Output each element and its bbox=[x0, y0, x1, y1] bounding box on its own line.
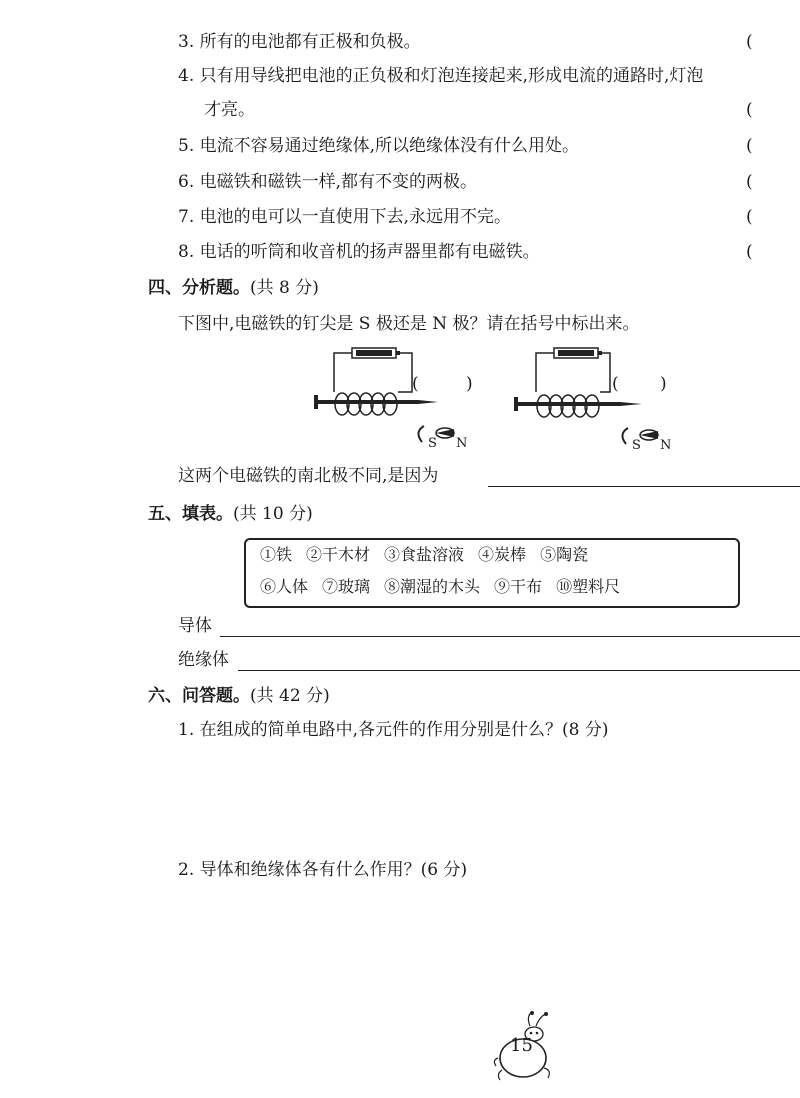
battery-2 bbox=[554, 348, 602, 358]
section4-points: (共 8 分) bbox=[250, 278, 319, 298]
answer-paren-5[interactable]: ( bbox=[746, 136, 753, 156]
tf-item-6: 6. 电磁铁和磁铁一样,都有不变的两极。 bbox=[178, 172, 478, 192]
section5-points: (共 10 分) bbox=[233, 504, 313, 524]
nail-1 bbox=[314, 395, 438, 409]
insulator-answer-line[interactable] bbox=[238, 670, 800, 671]
wire-left-1 bbox=[334, 353, 352, 392]
battery-1 bbox=[352, 348, 400, 358]
compass1-n-label: N bbox=[456, 436, 468, 451]
compass-needle-curve-1 bbox=[418, 426, 424, 442]
answer-paren-6[interactable]: ( bbox=[746, 172, 753, 192]
reason-answer-line[interactable] bbox=[488, 486, 800, 487]
answer-paren-7[interactable]: ( bbox=[746, 207, 753, 227]
materials-box bbox=[244, 538, 740, 608]
tf-item-4-continued: 才亮。 bbox=[204, 100, 255, 120]
answer-paren-8[interactable]: ( bbox=[746, 242, 753, 262]
section5-title: 五、填表。 bbox=[148, 504, 233, 524]
answer-paren-4[interactable]: ( bbox=[746, 100, 753, 120]
material-item: ⑤陶瓷 bbox=[540, 545, 589, 564]
tf-item-3: 3. 所有的电池都有正极和负极。 bbox=[178, 32, 421, 52]
diagram2-paren-open[interactable]: ( bbox=[612, 374, 619, 394]
section4-heading bbox=[148, 276, 319, 300]
compass1-s-label: S bbox=[428, 436, 437, 451]
section6-title: 六、问答题。 bbox=[148, 686, 250, 706]
nail-2 bbox=[514, 397, 642, 411]
tf-item-7: 7. 电池的电可以一直使用下去,永远用不完。 bbox=[178, 207, 512, 227]
material-item: ⑩塑料尺 bbox=[556, 577, 621, 596]
materials-row-1 bbox=[260, 544, 602, 566]
materials-row-2 bbox=[260, 576, 634, 598]
tf-item-8: 8. 电话的听筒和收音机的扬声器里都有电磁铁。 bbox=[178, 242, 540, 262]
compass-2 bbox=[640, 430, 658, 440]
section6-heading bbox=[148, 684, 330, 708]
material-item: ③食盐溶液 bbox=[384, 545, 465, 564]
page-number: 15 bbox=[510, 1035, 533, 1056]
insulator-label: 绝缘体 bbox=[178, 650, 229, 670]
conductor-label: 导体 bbox=[178, 616, 212, 636]
wire-left-2 bbox=[536, 353, 554, 392]
tf-item-5: 5. 电流不容易通过绝缘体,所以绝缘体没有什么用处。 bbox=[178, 136, 580, 156]
section6-question-1: 1. 在组成的简单电路中,各元件的作用分别是什么？(8 分) bbox=[178, 720, 609, 740]
material-item: ⑦玻璃 bbox=[322, 577, 371, 596]
section6-points: (共 42 分) bbox=[250, 686, 330, 706]
compass-1 bbox=[436, 428, 454, 438]
wire-right-1 bbox=[398, 353, 412, 392]
diagram1-paren-open[interactable]: ( bbox=[412, 374, 419, 394]
compass-needle-curve-2 bbox=[622, 428, 628, 444]
material-item: ②干木材 bbox=[306, 545, 371, 564]
material-item: ⑨干布 bbox=[494, 577, 543, 596]
compass2-s-label: S bbox=[632, 438, 641, 453]
material-item: ⑥人体 bbox=[260, 577, 309, 596]
wire-right-2 bbox=[600, 353, 610, 392]
section6-question-2: 2. 导体和绝缘体各有什么作用？(6 分) bbox=[178, 860, 468, 880]
reason-prompt: 这两个电磁铁的南北极不同,是因为 bbox=[178, 466, 439, 486]
section4-title: 四、分析题。 bbox=[148, 278, 250, 298]
material-item: ①铁 bbox=[260, 545, 293, 564]
answer-paren-3[interactable]: ( bbox=[746, 32, 753, 52]
diagram2-paren-close: ) bbox=[660, 374, 667, 394]
diagram1-paren-close: ) bbox=[466, 374, 473, 394]
conductor-answer-line[interactable] bbox=[220, 636, 800, 637]
compass2-n-label: N bbox=[660, 438, 672, 453]
material-item: ⑧潮湿的木头 bbox=[384, 577, 481, 596]
material-item: ④炭棒 bbox=[478, 545, 527, 564]
section4-question: 下图中,电磁铁的钉尖是 S 极还是 N 极？请在括号中标出来。 bbox=[178, 314, 640, 334]
tf-item-4: 4. 只有用导线把电池的正负极和灯泡连接起来,形成电流的通路时,灯泡 bbox=[178, 66, 704, 86]
section5-heading bbox=[148, 502, 313, 526]
